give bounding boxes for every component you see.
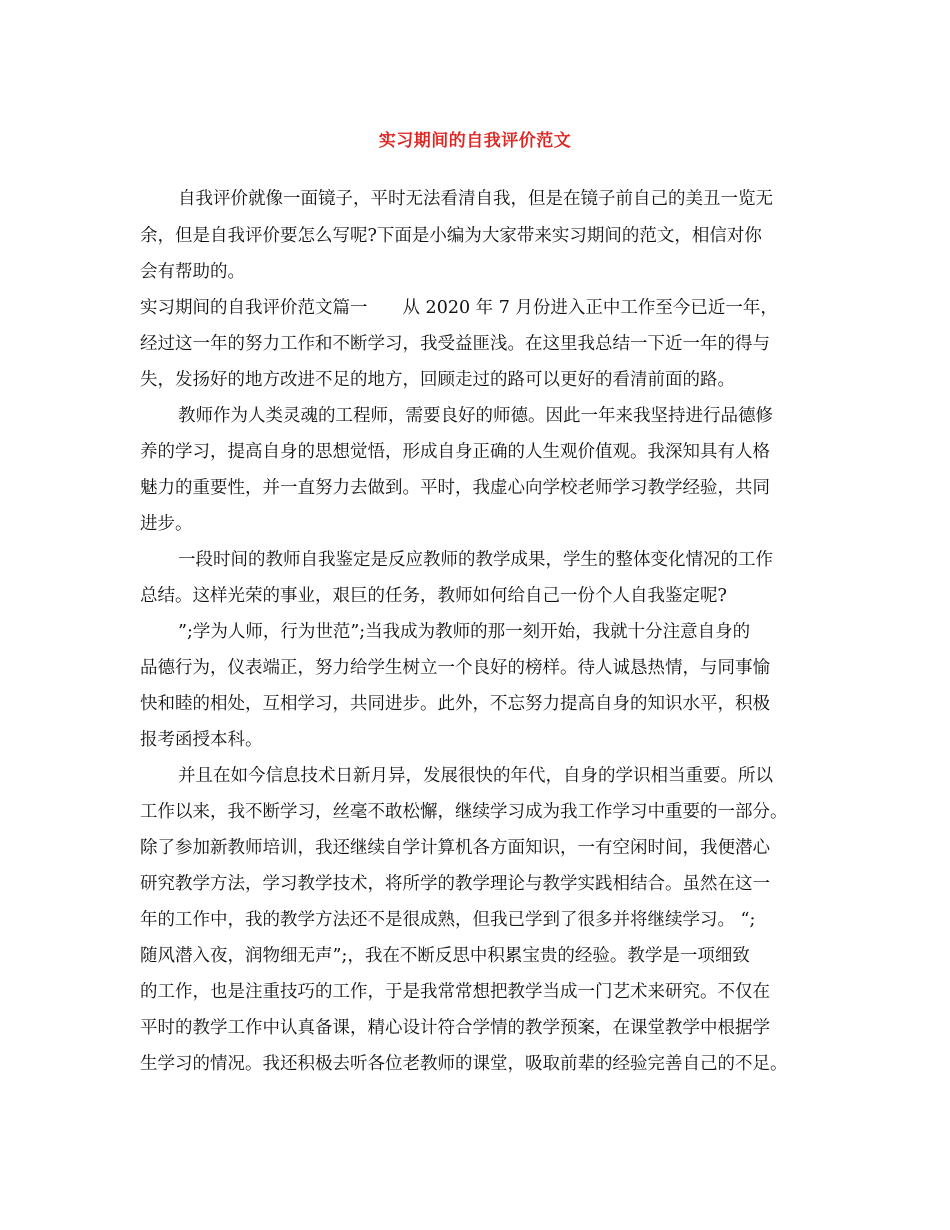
text-line: 研究教学方法，学习教学技术，将所学的教学理论与教学实践相结合。虽然在这一 xyxy=(140,874,770,894)
text-line: 经过这一年的努力工作和不断学习，我受益匪浅。在这里我总结一下近一年的得与 xyxy=(140,334,770,354)
text-line: 养的学习，提高自身的思想觉悟，形成自身正确的人生观价值观。我深知具有人格 xyxy=(140,442,770,462)
text-line: 失，发扬好的地方改进不足的地方，回顾走过的路可以更好的看清前面的路。 xyxy=(140,370,735,390)
text-line: 随风潜入夜，润物细无声”;，我在不断反思中积累宝贵的经验。教学是一项细致 xyxy=(140,946,750,966)
text-line: 实习期间的自我评价范文篇一 从 2020 年 7 月份进入正中工作至今已近一年， xyxy=(140,298,778,318)
text-line: 进步。 xyxy=(140,514,193,534)
text-line: ”;学为人师，行为世范”;当我成为教师的那一刻开始，我就十分注意自身的 xyxy=(178,622,751,642)
page-title: 实习期间的自我评价范文 xyxy=(378,131,572,151)
text-line: 生学习的情况。我还积极去听各位老教师的课堂，吸取前辈的经验完善自己的不足。 xyxy=(140,1054,788,1074)
text-line: 品德行为，仪表端正，努力给学生树立一个良好的榜样。待人诚恳热情，与同事愉 xyxy=(140,658,770,678)
text-line: 年的工作中，我的教学方法还不是很成熟，但我已学到了很多并将继续学习。 “; xyxy=(140,910,756,930)
text-line: 会有帮助的。 xyxy=(140,262,245,282)
text-line: 总结。这样光荣的事业，艰巨的任务，教师如何给自己一份个人自我鉴定呢? xyxy=(140,586,727,606)
text-line: 的工作，也是注重技巧的工作，于是我常常想把教学当成一门艺术来研究。不仅在 xyxy=(140,982,770,1002)
text-line: 快和睦的相处，互相学习，共同进步。此外，不忘努力提高自身的知识水平，积极 xyxy=(140,694,770,714)
text-line: 一段时间的教师自我鉴定是反应教师的教学成果，学生的整体变化情况的工作 xyxy=(178,550,773,570)
text-line: 余，但是自我评价要怎么写呢?下面是小编为大家带来实习期间的范文，相信对你 xyxy=(140,226,762,246)
text-line: 除了参加新教师培训，我还继续自学计算机各方面知识，一有空闲时间，我便潜心 xyxy=(140,838,770,858)
text-line: 教师作为人类灵魂的工程师，需要良好的师德。因此一年来我坚持进行品德修 xyxy=(178,406,773,426)
text-line: 报考函授本科。 xyxy=(140,730,263,750)
text-line: 自我评价就像一面镜子，平时无法看清自我，但是在镜子前自己的美丑一览无 xyxy=(178,189,773,209)
text-line: 并且在如今信息技术日新月异，发展很快的年代，自身的学识相当重要。所以 xyxy=(178,766,773,786)
text-line: 魅力的重要性，并一直努力去做到。平时，我虚心向学校老师学习教学经验，共同 xyxy=(140,478,770,498)
text-line: 平时的教学工作中认真备课，精心设计符合学情的教学预案，在课堂教学中根据学 xyxy=(140,1018,770,1038)
text-line: 工作以来，我不断学习，丝毫不敢松懈，继续学习成为我工作学习中重要的一部分。 xyxy=(140,802,788,822)
